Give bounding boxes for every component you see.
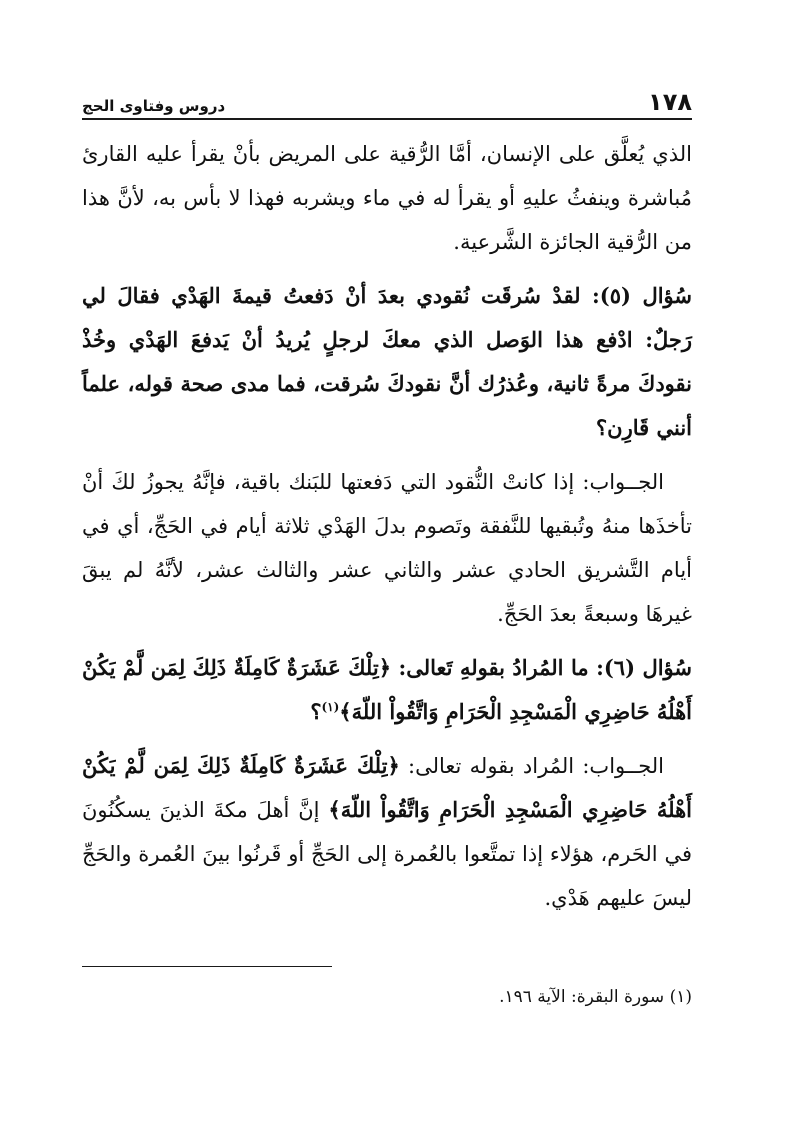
ayah-close-bracket: ﴾ xyxy=(328,797,341,822)
answer-6-intro: المُراد بقوله تعالى: xyxy=(408,754,575,778)
answer-6 xyxy=(82,744,692,920)
ayah-open-bracket: ﴿ xyxy=(378,655,392,680)
running-header xyxy=(82,84,692,120)
document-page xyxy=(82,84,692,1094)
book-title: دروس وفتاوى الحج xyxy=(82,97,226,115)
question-6 xyxy=(82,646,692,734)
ayah-open-bracket: ﴿ xyxy=(387,753,400,778)
page-number: ١٧٨ xyxy=(648,88,692,116)
body-text xyxy=(82,132,692,920)
footnotes xyxy=(82,982,692,1012)
question-6-text: ما المُرادُ بقولهِ تَعالى: xyxy=(398,655,589,680)
question-6-ayah: تِلْكَ عَشَرَةٌ كَامِلَةٌ ذَلِكَ لِمَن لَّمْ يَكُنْ أَهْلُهُ حَاضِرِي الْمَسْجِدِ الْحَرَامِ وَاتَّقُواْ اللّهَ xyxy=(82,655,692,724)
answer-6-label: الجــواب: xyxy=(582,754,664,778)
answer-5-label: الجــواب: xyxy=(582,470,664,494)
question-6-label: سُؤال (٦): xyxy=(596,655,692,680)
question-5-text: لقدْ سُرقَت نُقودي بعدَ أنْ دَفعتُ قيمةَ الهَدْي فقالَ لي رَجلٌ: ادْفع هذا الوَصل الذي معكَ لرجلٍ يُريدُ أنْ يَدفعَ الهَدْي وخُذْ نقودكَ مرةً ثانية، وعُذرُك أنَّ نقودكَ سُرقت، فما مدى صحة قوله، علماً أنني قَارِن؟ xyxy=(82,283,692,440)
question-5-label: سُؤال (٥): xyxy=(592,283,692,308)
answer-5-text: إذا كانتْ النُّقود التي دَفعتها للبَنك باقية، فإنَّهُ يجوزُ لكَ أنْ تأخذَها منهُ وتُبقيها للنَّفقة وتَصوم بدلَ الهَدْي ثلاثة أيام في الحَجِّ، أي في أيام التَّشريق الحادي عشر والثاني عشر والثالث عشر، لأنَّهُ لم يبقَ غيرهَا وسبعةً بعدَ الحَجِّ. xyxy=(82,470,692,626)
answer-6-ayah: تِلْكَ عَشَرَةٌ كَامِلَةٌ ذَلِكَ لِمَن لَّمْ يَكُنْ أَهْلُهُ حَاضِرِي الْمَسْجِدِ الْحَرَامِ وَاتَّقُواْ اللّهَ xyxy=(82,753,692,822)
question-6-end: ؟ xyxy=(310,699,322,724)
ayah-close-bracket: ﴾ xyxy=(339,699,352,724)
footnote-divider xyxy=(82,966,332,967)
footnote-reference: (١) xyxy=(321,700,340,714)
paragraph-ruqya: الذي يُعلَّق على الإنسان، أمَّا الرُّقية على المريض بأنْ يقرأ عليه القارئ مُباشرة وينفثُ عليهِ أو يقرأ له في ماء ويشربه فهذا لا بأس به، لأنَّ هذا من الرُّقية الجائزة الشَّرعية. xyxy=(82,142,692,254)
answer-6-text: إنَّ أهلَ مكةَ الذينَ يسكُنُونَ في الحَرم، هؤلاء إذا تمتَّعوا بالعُمرة إلى الحَجِّ أو قَرنُوا بينَ العُمرة والحَجِّ ليسَ عليهم هَدْي. xyxy=(82,798,692,910)
question-5 xyxy=(82,274,692,450)
answer-5 xyxy=(82,460,692,636)
footnote-1: (١) سورة البقرة: الآية ١٩٦. xyxy=(499,987,692,1007)
